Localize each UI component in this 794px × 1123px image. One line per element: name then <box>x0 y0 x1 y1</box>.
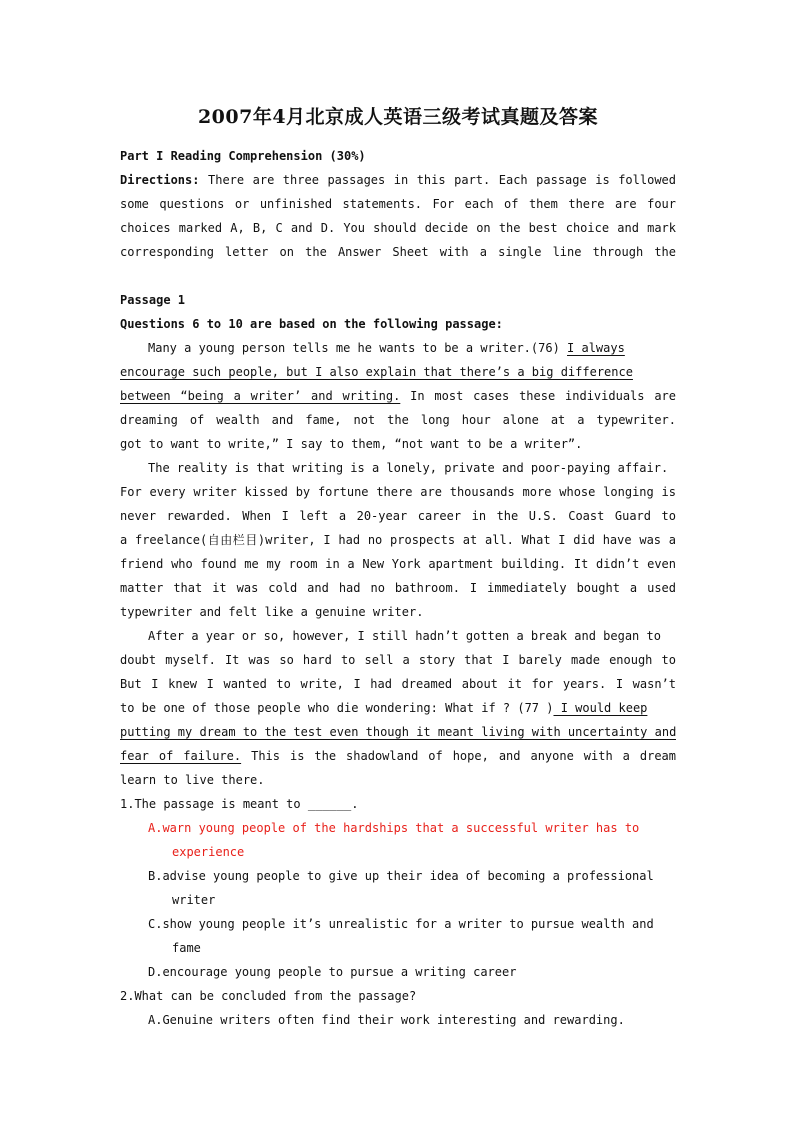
passage-line: But I knew I wanted to write, I had dreamed about it for years. I wasn’t <box>120 677 676 691</box>
question-option-correct: A.warn young people of the hardships that a successful writer has to <box>148 821 640 835</box>
directions-line: corresponding letter on the Answer Sheet with a single line through the <box>120 245 676 259</box>
underlined-sentence-77: fear of failure. <box>120 749 242 763</box>
underlined-sentence-77: putting my dream to the test even though it meant living with uncertainty and <box>120 725 676 739</box>
passage-line: a freelance(自由栏目)writer, I had no prospects at all. What I did have was a <box>120 533 676 547</box>
passage-line: friend who found me my room in a New York apartment building. It didn’t even <box>120 557 676 571</box>
question-option: C.show young people it’s unrealistic for a writer to pursue wealth and <box>148 917 654 931</box>
question-option: B.advise young people to give up their idea of becoming a professional <box>148 869 654 883</box>
passage-line <box>120 696 676 720</box>
document-body <box>120 144 676 1032</box>
passage-line: dreaming of wealth and fame, not the long hour alone at a typewriter. <box>120 413 676 427</box>
underlined-sentence-76: I always <box>567 341 625 355</box>
passage-intro: Questions 6 to 10 are based on the following passage: <box>120 317 503 331</box>
question-option-correct: experience <box>172 845 245 859</box>
part-heading: Part I Reading Comprehension (30%) <box>120 149 366 163</box>
question-stem: 2.What can be concluded from the passage? <box>120 989 417 1003</box>
passage-line <box>120 360 676 384</box>
passage-line: After a year or so, however, I still hadn’t gotten a break and began to <box>148 629 661 643</box>
question-option: D.encourage young people to pursue a writing career <box>148 965 517 979</box>
directions-label: Directions: <box>120 173 200 187</box>
page-title: 2007年4月北京成人英语三级考试真题及答案 <box>197 106 599 128</box>
passage-text: to be one of those people who die wondering: What if ? (77 ) <box>120 701 554 715</box>
passage-line: got to want to write,” I say to them, “not want to be a writer”. <box>120 437 583 451</box>
passage-line: doubt myself. It was so hard to sell a story that I barely made enough to <box>120 653 676 667</box>
passage-line: never rewarded. When I left a 20-year career in the U.S. Coast Guard to <box>120 509 676 523</box>
question-option: fame <box>172 941 201 955</box>
question-stem: 1.The passage is meant to ______. <box>120 797 359 811</box>
passage-line <box>120 744 676 768</box>
passage-line: typewriter and felt like a genuine writer. <box>120 605 424 619</box>
passage-heading: Passage 1 <box>120 293 186 307</box>
passage-text: This is the shadowland of hope, and anyone with a dream <box>251 749 676 763</box>
directions-line <box>120 168 676 192</box>
passage-line: The reality is that writing is a lonely, private and poor-paying affair. <box>148 461 669 475</box>
underlined-sentence-76: encourage such people, but I also explain that there’s a big difference <box>120 365 633 379</box>
passage-text: Many a young person tells me he wants to be a writer.(76) <box>148 341 568 355</box>
directions-line: choices marked A, B, C and D. You should decide on the best choice and mark <box>120 221 676 235</box>
passage-line: For every writer kissed by fortune there are thousands more whose longing is <box>120 485 676 499</box>
passage-line <box>120 720 676 744</box>
directions-text: There are three passages in this part. Each passage is followed <box>207 173 676 187</box>
passage-text: In most cases these individuals are <box>400 389 676 403</box>
passage-line <box>120 336 676 360</box>
spacer <box>120 264 676 288</box>
question-option: writer <box>172 893 216 907</box>
question-option: A.Genuine writers often find their work interesting and rewarding. <box>148 1013 625 1027</box>
underlined-sentence-77: I would keep <box>553 701 648 715</box>
passage-line: learn to live there. <box>120 773 265 787</box>
passage-line: matter that it was cold and had no bathroom. I immediately bought a used <box>120 581 676 595</box>
underlined-sentence-76: between “being a writer’ and writing. <box>120 389 401 403</box>
directions-line: some questions or unfinished statements. For each of them there are four <box>120 197 676 211</box>
passage-line <box>120 384 676 408</box>
